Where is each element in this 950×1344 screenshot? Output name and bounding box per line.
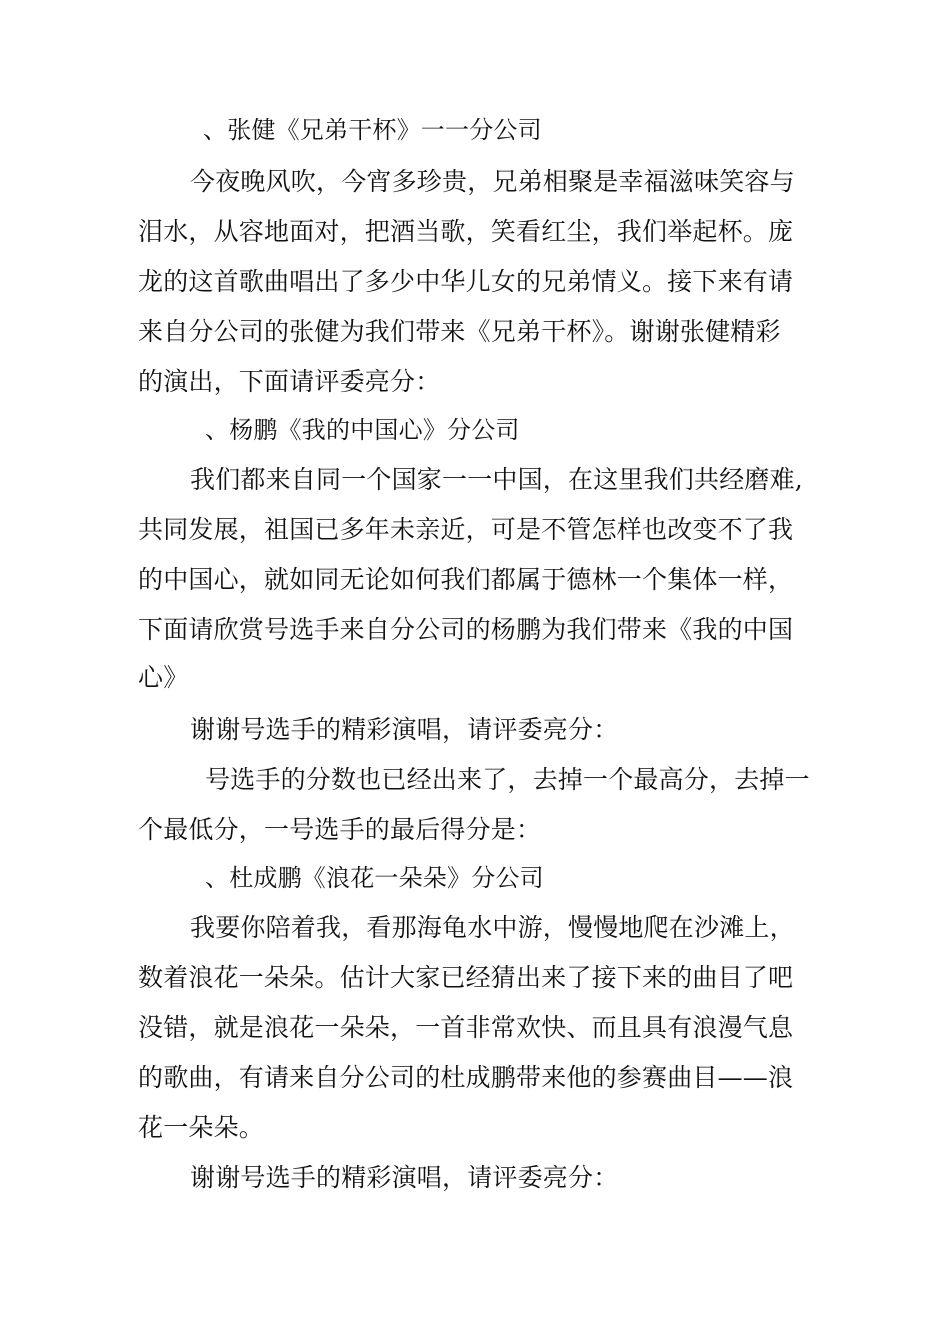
score-line: 个最低分，一号选手的最后得分是：: [138, 815, 542, 844]
section-heading: 、杨鹏《我的中国心》分公司: [205, 416, 520, 444]
paragraph-line: 来自分公司的张健为我们带来《兄弟干杯》。谢谢张健精彩: [138, 317, 781, 346]
thanks-line: 谢谢号选手的精彩演唱，请评委亮分：: [190, 1163, 619, 1192]
paragraph-line: 我们都来自同一个国家一一中国，在这里我们共经磨难,: [190, 465, 803, 494]
paragraph-line: 没错，就是浪花一朵朵，一首非常欢快、而且具有浪漫气息: [138, 1013, 794, 1042]
section-heading: 、张健《兄弟干杯》一一分公司: [203, 116, 542, 144]
score-line: 号选手的分数也已经出来了，去掉一个最高分，去掉一: [205, 765, 810, 794]
thanks-line: 谢谢号选手的精彩演唱，请评委亮分：: [190, 715, 619, 744]
paragraph-line: 的歌曲，有请来自分公司的杜成鹏带来他的参赛曲目——浪: [138, 1063, 794, 1092]
paragraph-line: 今夜晚风吹，今宵多珍贵，兄弟相聚是幸福滋味笑容与: [190, 167, 795, 196]
paragraph-line: 花一朵朵。: [138, 1113, 265, 1142]
paragraph-line: 数着浪花一朵朵。估计大家已经猜出来了接下来的曲目了吧: [138, 963, 794, 992]
paragraph-line: 心》: [138, 663, 189, 692]
section-heading: 、杜成鹏《浪花一朵朵》分公司: [205, 864, 544, 892]
paragraph-line: 的中国心，就如同无论如何我们都属于德林一个集体一样，: [138, 565, 794, 594]
paragraph-line: 龙的这首歌曲唱出了多少中华儿女的兄弟情义。接下来有请: [138, 267, 794, 296]
paragraph-line: 的演出，下面请评委亮分：: [138, 367, 441, 396]
paragraph-line: 泪水，从容地面对，把酒当歌，笑看红尘，我们举起杯。庞: [138, 217, 794, 246]
paragraph-line: 下面请欣赏号选手来自分公司的杨鹏为我们带来《我的中国: [138, 615, 794, 644]
paragraph-line: 我要你陪着我，看那海龟水中游，慢慢地爬在沙滩上，: [190, 913, 795, 942]
paragraph-line: 共同发展，祖国已多年未亲近，可是不管怎样也改变不了我: [138, 515, 794, 544]
